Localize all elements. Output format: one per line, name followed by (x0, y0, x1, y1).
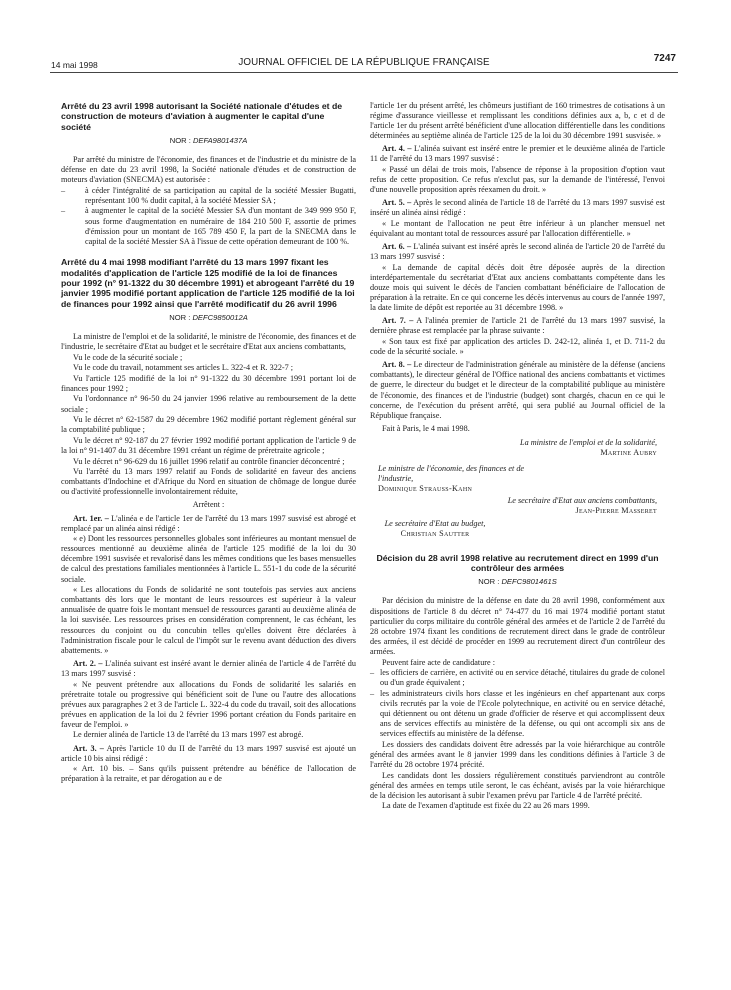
journal-title: JOURNAL OFFICIEL DE LA RÉPUBLIQUE FRANÇAISE (238, 57, 490, 68)
signatory-role: La ministre de l'emploi et de la solidarité, (520, 437, 657, 447)
quoted-paragraph: « Ne peuvent prétendre aux allocations du Fonds de solidarité les salariés en préretraite totale ou progressive qui bénéficient soit de l'une ou l'autre des allocations prévues aux paragraphes 2 et 3 de l'article L. 322-4 du code du travail, soit des allocations prévues en application de la loi du 2 février 1996 portant création du Fonds paritaire en faveur de l'emploi. » (61, 679, 356, 729)
right-column (370, 101, 665, 812)
article-paragraph (370, 360, 665, 421)
signatory-name: Christian Sautter (400, 528, 470, 538)
article-text: L'alinéa suivant est inséré avant le dernier alinéa de l'article 4 de l'arrêté du 13 mars 1997 susvisé : (61, 658, 356, 678)
dash-marker: – (61, 185, 66, 195)
article-label: Art. 3. – (73, 743, 104, 753)
dash-marker: – (370, 668, 375, 678)
visa: Vu l'article 125 modifié de la loi n° 91-1322 du 30 décembre 1991 portant loi de finances pour 1992 ; (61, 373, 356, 393)
article-label: Art. 5. – (382, 198, 412, 208)
quoted-paragraph: « Les allocations du Fonds de solidarité ne sont toutefois pas servies aux anciens combattants dès lors que le montant de leurs ressources est supérieur à la valeur annualisée de quatre fois le montant mensuel de ressources garanti au deuxième alinéa de la loi susvisée. Les ressources prises en considération comprennent, le cas échéant, les ressources du conjoint ou du concubin telles qu'elles doivent être déclarées à l'administration fiscale pour le calcul de l'impôt sur le revenu avant déduction des divers abattements. » (61, 585, 356, 655)
paragraph: La date de l'examen d'aptitude est fixée du 22 au 26 mars 1999. (382, 801, 590, 811)
article-label: Art. 6. – (382, 242, 412, 252)
article-title: Arrêté du 4 mai 1998 modifiant l'arrêté du 13 mars 1997 fixant les modalités d'application de l'article 125 modifié de la loi de finances pour 1992 (n° 91-1322 du 30 décembre 1991) et abrogeant l'arrêté du 19 janvier 1995 modifié portant application de l'article 125 modifié de la loi de finances pour 1992 ainsi que l'arrêté modificatif du 26 avril 1996 (61, 257, 355, 309)
article-title: Arrêté du 23 avril 1998 autorisant la Société nationale d'études et de construction de moteurs d'aviation à augmenter le capital d'une société (61, 101, 343, 132)
visa: Vu le décret n° 62-1587 du 29 décembre 1962 modifié portant règlement général sur la comptabilité publique ; (61, 415, 356, 435)
quoted-paragraph: « Le montant de l'allocation ne peut être inférieur à un plancher mensuel net équivalant au montant total de ressources assuré par l'allocation différentielle. » (370, 219, 665, 239)
article-text: L'alinéa e de l'article 1er de l'arrêté du 13 mars 1997 susvisé est abrogé et remplacé par un alinéa ainsi rédigé : (61, 513, 357, 533)
article-title: Décision du 28 avril 1998 relative au recrutement direct en 1999 d'un contrôleur des armées (376, 552, 659, 574)
signatory-name: Dominique Strauss-Kahn (378, 484, 473, 494)
paragraph: Les candidats dont les dossiers régulièrement constitués parviendront au contrôle général des armées en temps utile seront, le cas échéant, avisés par la voie hiérarchique de la décision les autorisant à subir l'examen prévu par l'article 4 de l'arrêté précité. (370, 770, 665, 800)
list-item (370, 668, 665, 688)
article-snecma (61, 101, 356, 247)
continued-paragraph: l'article 1er du présent arrêté, les chômeurs justifiant de 160 trimestres de cotisations à un régime d'assurance vieillesse et remplissant les conditions définies aux a, b, c et d de l'article 1er du présent arrêté bénéficient d'une allocation différentielle dans les conditions déterminées au septième alinéa de l'article 125 de la loi du 30 décembre 1991 susvisée. » (370, 101, 665, 141)
visa: Vu l'ordonnance n° 96-50 du 24 janvier 1996 relative au remboursement de la dette sociale ; (61, 394, 356, 414)
visa: Vu le code du travail, notamment ses articles L. 322-4 et R. 322-7 ; (73, 363, 294, 373)
article-paragraph (370, 316, 665, 336)
signature-place-date: Fait à Paris, le 4 mai 1998. (382, 423, 470, 433)
arretent-heading: Arrêtent : (192, 500, 225, 510)
visa: Vu le décret n° 92-187 du 27 février 1992 modifié portant application de l'article 9 de la loi n° 91-1407 du 31 décembre 1991 créant un régime de préretraite agricole ; (61, 435, 356, 455)
paragraph: La ministre de l'emploi et de la solidarité, le ministre de l'économie, des finances et de l'industrie, le secrétaire d'Etat au budget et le secrétaire d'Etat aux anciens combattants, (61, 331, 356, 351)
article-text: L'alinéa suivant est inséré après le second alinéa de l'article 20 de l'arrêté du 13 mars 1997 susvisé : (370, 242, 665, 262)
quoted-paragraph: « Son taux est fixé par application des articles D. 242-12, alinéa 1, et D. 711-2 du code de la sécurité sociale. » (370, 337, 665, 357)
article-paragraph (61, 659, 356, 679)
signatory-name: Martine Aubry (600, 448, 657, 457)
nor-reference (61, 136, 356, 146)
signatory-name: Jean-Pierre Masseret (575, 506, 657, 516)
list-item-text: les administrateurs civils hors classe et les ingénieurs en chef appartenant aux corps civils recrutés par la voie de l'Ecole polytechnique, en activité ou en service détaché, qui détiennent ou ont détenu un grade d'officier de réserve et qui accomplissent deux ans de services effectifs au ministère de la défense, ou qui ont accompli six ans de services effectifs au ministère de la défense. (380, 688, 665, 739)
article-text: L'alinéa suivant est inséré entre le premier et le deuxième alinéa de l'article 11 de l'arrêté du 13 mars 1997 susvisé : (370, 144, 665, 164)
article-paragraph (61, 744, 356, 764)
nor-code: DEFC9801461S (501, 577, 557, 587)
nor-code: DEFC9850012A (192, 312, 248, 322)
article-text: Après le second alinéa de l'article 18 de l'arrêté du 13 mars 1997 susvisé est inséré un alinéa ainsi rédigé : (370, 198, 665, 218)
visa: Vu le décret n° 96-629 du 16 juillet 1996 relatif au contrôle financier déconcentré ; (73, 456, 345, 466)
article-text: Le directeur de l'administration générale au ministère de la défense (anciens combattants), le directeur général de l'Office national des anciens combattants et victimes de guerre, le directeur du budget et le directeur de la comptabilité publique au ministère de l'économie, des finances et de l'industrie (budget) sont chargés, chacun en ce qui le concerne, de l'exécution du présent arrêté, qui sera publié au Journal officiel de la République française. (370, 360, 666, 420)
page-number: 7247 (653, 53, 676, 64)
signature-block (370, 519, 500, 539)
paragraph: Par décision du ministre de la défense en date du 28 avril 1998, conformément aux dispositions de l'article 8 du décret n° 74-477 du 16 mai 1974 modifié portant statut particulier du corps militaire du contrôle général des armées et de l'article 2 de l'arrêté du 28 octobre 1974 fixant les conditions de recrutement direct dans le grade de contrôleur des armées, il est décidé de procéder en 1999 au recrutement direct d'un contrôleur des armées. (370, 596, 665, 656)
left-column (61, 101, 356, 785)
article-label: Art. 4. – (382, 144, 412, 154)
visa: Vu l'arrêté du 13 mars 1997 relatif au Fonds de solidarité en faveur des anciens combattants d'Indochine et d'Afrique du Nord en situation de chômage de longue durée ou d'activité professionnelle involontairement réduite, (61, 467, 356, 497)
quoted-paragraph: « e) Dont les ressources personnelles globales sont inférieures au montant mensuel de ressources mentionné au deuxième alinéa de l'article 125 modifié de la loi du 30 décembre 1991 susvisée et revalorisé dans les mêmes conditions que les bases mensuelles de calcul des prestations familiales mentionnées à l'article L. 551-1 du code de la sécurité sociale. (61, 534, 356, 584)
list-item-text: à céder l'intégralité de sa participation au capital de la société Messier Bugatti, représentant 100 % dudit capital, à la société Messier SA ; (85, 185, 356, 205)
paragraph: Le dernier alinéa de l'article 13 de l'arrêté du 13 mars 1997 est abrogé. (73, 730, 304, 740)
list-item-text: les officiers de carrière, en activité ou en service détaché, titulaires du grade de colonel ou d'un grade équivalent ; (380, 668, 665, 688)
article-text: A l'alinéa premier de l'article 21 de l'arrêté du 13 mars 1997 susvisé, la dernière phrase est remplacée par la phrase suivante : (370, 316, 665, 336)
nor-label: NOR : (169, 312, 191, 322)
signatory-role: Le secrétaire d'Etat aux anciens combattants, (507, 496, 657, 506)
paragraph: Les dossiers des candidats doivent être adressés par la voie hiérarchique au contrôle général des armées avant le 8 janvier 1999 dans les conditions définies à l'article 3 de l'arrêté du 28 octobre 1974 précité. (370, 739, 665, 769)
article-label: Art. 2. – (73, 658, 103, 668)
paragraph: Par arrêté du ministre de l'économie, des finances et de l'industrie et du ministre de la défense en date du 23 avril 1998, la Société nationale d'études et de construction de moteurs d'aviation (SNECMA) est autorisée : (61, 154, 356, 185)
article-label: Art. 7. – (382, 316, 414, 326)
nor-reference (370, 577, 665, 587)
article-text: Après l'article 10 du II de l'arrêté du 13 mars 1997 susvisé est ajouté un article 10 bis ainsi rédigé : (61, 743, 356, 763)
signature-block (370, 496, 665, 516)
list-item-text: à augmenter le capital de la société Messier SA d'un montant de 349 999 950 F, sous forme d'augmentation en numéraire de 184 210 500 F, assortie de primes d'émission pour un montant de 165 789 450 F, la part de la SNECMA dans le capital de la société Messier SA à l'issue de cette opération demeurant de 100 %. (85, 206, 356, 246)
article-paragraph (370, 144, 665, 164)
nor-reference (61, 313, 356, 323)
article-paragraph (61, 514, 356, 534)
page-header (50, 53, 678, 73)
article-controleur-armees (370, 553, 665, 812)
list-item (61, 206, 356, 246)
nor-code: DEFA9801437A (192, 135, 248, 145)
list-item (61, 186, 356, 206)
dash-marker: – (370, 688, 375, 698)
article-label: Art. 1er. – (73, 513, 109, 523)
signature-block (370, 464, 528, 494)
article-paragraph (370, 198, 665, 218)
article-paragraph (370, 242, 665, 262)
paragraph: Peuvent faire acte de candidature : (382, 657, 495, 667)
visa: Vu le code de la sécurité sociale ; (73, 352, 183, 362)
dash-marker: – (61, 206, 66, 216)
quoted-paragraph: « La demande de capital décès doit être déposée auprès de la direction interdépartementale du secrétariat d'Etat aux anciens combattants compétente dans les douze mois qui suivent le décès de l'ancien combattant bénéficiaire de l'allocation de préparation à la retraite. En ce qui concerne les décès intervenus au cours de l'année 1997, la date limite de dépôt est reportée au 31 décembre 1998. » (370, 262, 665, 313)
nor-label: NOR : (169, 135, 191, 145)
article-label: Art. 8. – (382, 360, 412, 370)
signatory-role: Le secrétaire d'Etat au budget, (384, 518, 486, 528)
quoted-paragraph: « Passé un délai de trois mois, l'absence de réponse à la proposition d'option vaut refus de cette proposition. Ce refus n'exclut pas, sur la demande de l'intéressé, l'envoi d'une nouvelle proposition après réexamen du droit. » (370, 165, 665, 195)
quoted-paragraph: « Art. 10 bis. – Sans qu'ils puissent prétendre au bénéfice de l'allocation de préparation à la retraite, et par dérogation au e de (61, 764, 356, 784)
article-anciens-combattants (61, 257, 356, 784)
nor-label: NOR : (478, 577, 500, 587)
issue-date: 14 mai 1998 (51, 60, 98, 70)
list-item (370, 689, 665, 739)
signatory-role: Le ministre de l'économie, des finances et de l'industrie, (378, 464, 525, 484)
signature-block (370, 438, 665, 458)
